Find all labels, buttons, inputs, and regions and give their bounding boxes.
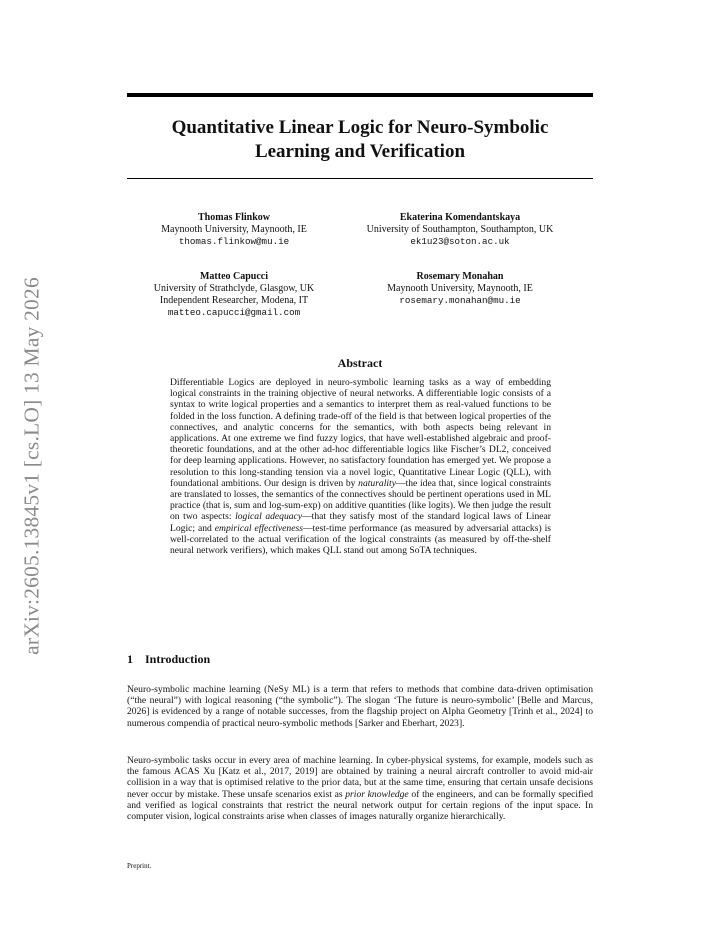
arxiv-identifier: arXiv:2605.13845v1 [cs.LO] 13 May 2026 — [19, 277, 44, 655]
author-email[interactable]: rosemary.monahan@mu.ie — [399, 295, 521, 306]
paragraph-emphasis: prior knowledge — [345, 788, 409, 800]
author-block-3 — [114, 271, 354, 319]
title-line-1: Quantitative Linear Logic for Neuro-Symbolic — [171, 117, 549, 138]
abstract-text: —the idea that, since logical constraints are translated to losses, the semantics of the connectives should be pertinent operations used in ML practice (that is, sum and log-sum-exp) on additive quantities (like logits). We then judge the result on two aspects: — [170, 477, 551, 523]
author-name: Rosemary Monahan — [416, 271, 504, 282]
author-name: Ekaterina Komendantskaya — [399, 212, 521, 223]
title-bottom-rule — [127, 178, 593, 179]
section-heading — [127, 652, 210, 667]
paragraph-text: Neuro-symbolic tasks occur in every area of machine learning. In cyber-physical systems, for example, models such as the famous ACAS Xu [Katz et al., 2017, 2019] are obtained by training a neural aircraft controller to avoid mid-air collision in a way that is optimised relative to the prior data, but at the same time, ensuring that certain unsafe decisions never occur by mistake. These unsafe scenarios exist as — [127, 755, 593, 800]
abstract-emphasis: naturality — [358, 477, 396, 489]
abstract-text: —that they satisfy most of the standard logical laws of Linear Logic; and — [170, 511, 551, 534]
abstract-text: —test-time performance (as measured by adversarial attacks) is well-correlated to the actual verification of the logical constraints (as measured by off-the-shelf neural network verifiers), which makes QLL stand out among SoTA techniques. — [170, 522, 551, 557]
footer-note: Preprint. — [127, 862, 152, 870]
abstract-text: Differentiable Logics are deployed in neuro-symbolic learning tasks as a way of embedding logical constraints in the training objective of neural networks. A differentiable logic consists of a syntax to write logical properties and a semantics to interpret them as real-valued functions to be folded in the loss function. A defining trade-off of the field is that between logical properties of the connectives, and analytic concerns for the semantics, with both aspects being relevant in applications. At one extreme we find fuzzy logics, that have well-established algebraic and proof-theoretic foundations, and at the other ad-hoc differentiable logics like Fischer’s DL2, conceived for deep learning applications. However, no satisfactory foundation has emerged yet. We propose a resolution to this long-standing tension via a novel logic, Quantitative Linear Logic (QLL), with foundational ambitions. Our design is driven by — [170, 377, 551, 489]
paper-title — [127, 116, 593, 164]
author-email[interactable]: ek1u23@soton.ac.uk — [410, 236, 510, 247]
title-top-rule — [127, 93, 593, 97]
body-paragraph-2 — [127, 755, 593, 822]
author-affiliation: Maynooth University, Maynooth, IE — [387, 283, 533, 294]
section-number: 1 — [127, 652, 133, 666]
author-affiliation: University of Southampton, Southampton, UK — [366, 224, 554, 235]
paragraph-text: of the engineers, and can be formally specified and verified as logical constraints that restrict the neural network output for certain regions of the input space. In computer vision, logical constraints arise when classes of images naturally organize hierarchically. — [127, 788, 593, 823]
author-email[interactable]: matteo.capucci@gmail.com — [167, 307, 301, 318]
author-name: Matteo Capucci — [199, 271, 269, 282]
abstract-emphasis: empirical effectiveness — [214, 522, 303, 534]
author-affiliation: Maynooth University, Maynooth, IE — [161, 224, 307, 235]
author-block-4 — [340, 271, 580, 307]
abstract-emphasis: logical adequacy — [235, 511, 303, 523]
abstract-heading: Abstract — [337, 356, 383, 370]
author-affiliation: University of Strathclyde, Glasgow, UK — [153, 283, 315, 294]
title-line-2: Learning and Verification — [254, 141, 466, 162]
section-title: Introduction — [145, 652, 211, 666]
author-affiliation: Independent Researcher, Modena, IT — [159, 295, 309, 306]
abstract-body — [170, 377, 551, 556]
body-paragraph-1: Neuro-symbolic machine learning (NeSy ML) is a term that refers to methods that combine data-driven optimisation (“the neural”) with logical reasoning (“the symbolic”). The slogan ‘The future is neuro-symbolic’ [Belle and Marcus, 2026] is evidenced by a range of notable successes, from the flagship project on Alpha Geometry [Trinh et al., 2024] to numerous compendia of practical neuro-symbolic methods [Sarker and Eberhart, 2023]. — [127, 684, 593, 729]
author-block-1 — [114, 212, 354, 248]
author-name: Thomas Flinkow — [198, 212, 270, 223]
author-email[interactable]: thomas.flinkow@mu.ie — [178, 236, 290, 247]
author-block-2 — [340, 212, 580, 248]
